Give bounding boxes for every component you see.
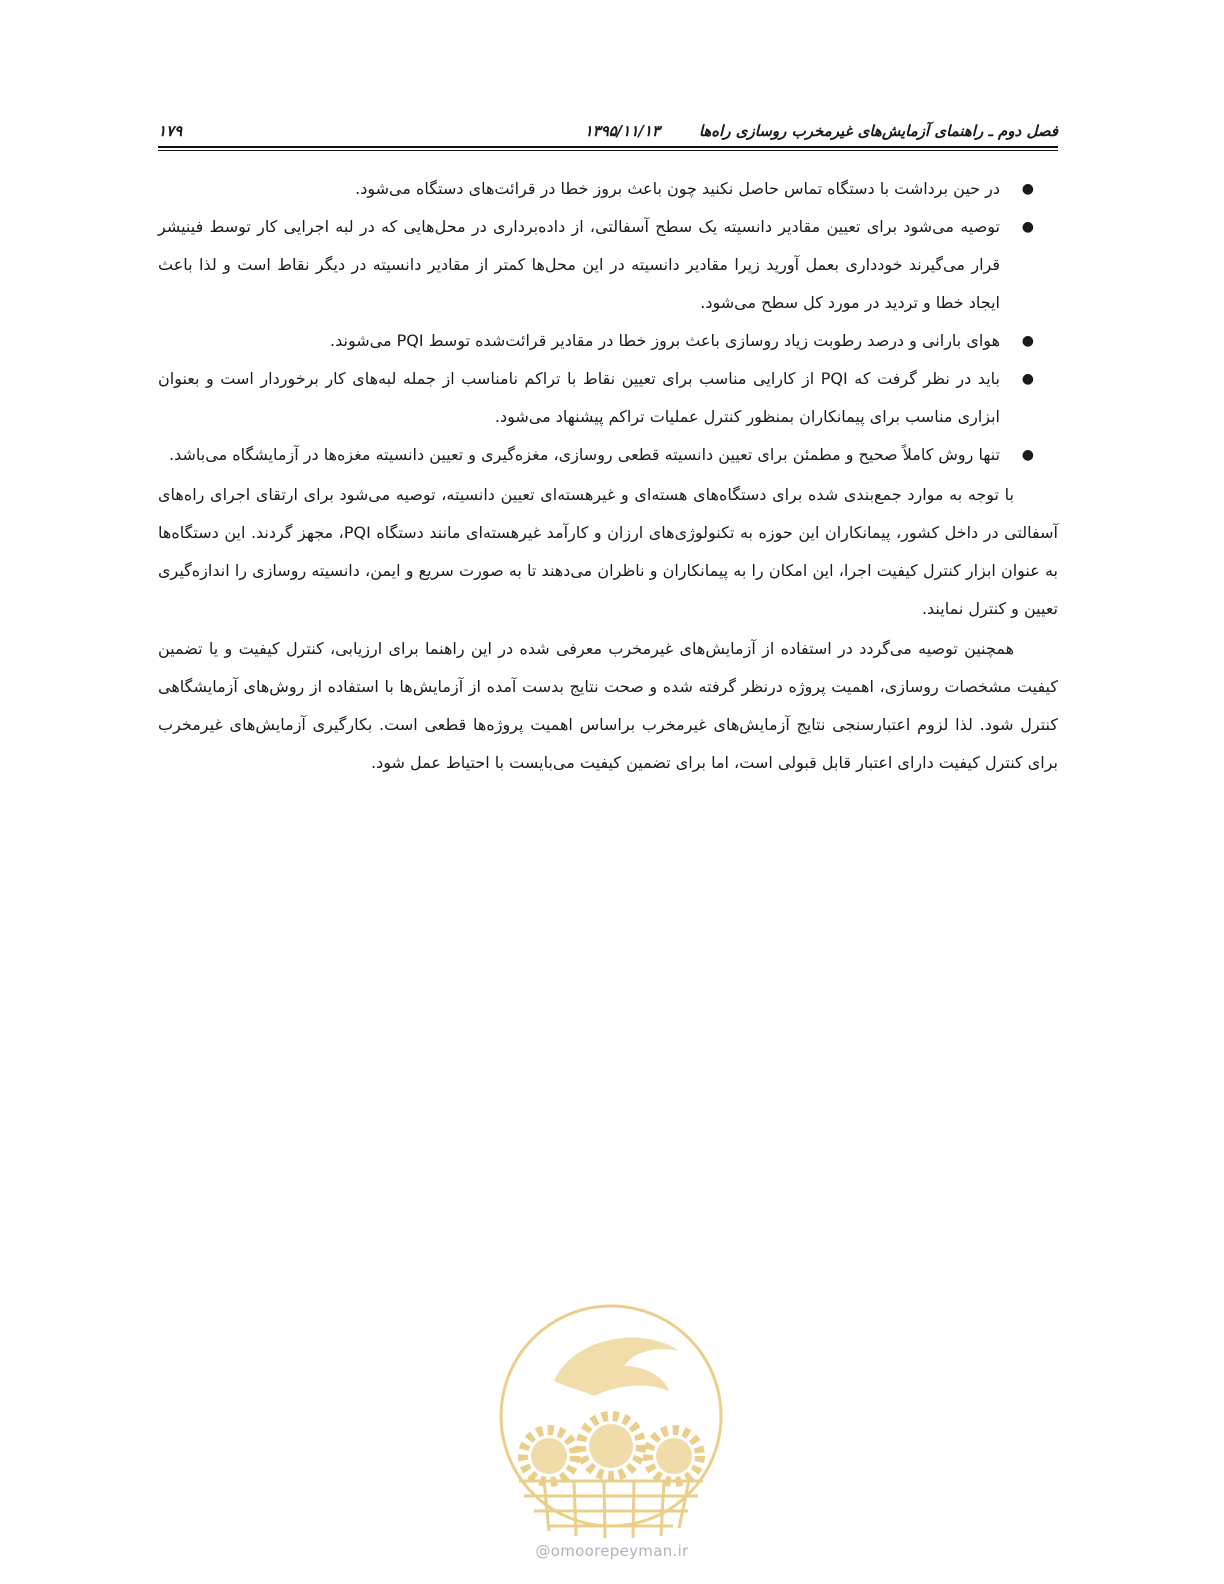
- header-title: فصل دوم ـ راهنمای آزمایش‌های غیرمخرب روسازی راه‌ها: [698, 122, 1058, 140]
- list-item: [158, 208, 1058, 322]
- bullet-icon: ●: [1021, 447, 1034, 463]
- bullet-list: [158, 170, 1058, 474]
- bullet-icon: ●: [1021, 333, 1034, 349]
- header-rule-thin: [158, 150, 1058, 151]
- header-date: ۱۳۹۵/۱۱/۱۳: [584, 122, 660, 140]
- bullet-icon: ●: [1021, 219, 1034, 235]
- bullet-text: توصیه می‌شود برای تعیین مقادیر دانسیته یک سطح آسفالتی، از داده‌برداری در محل‌هایی که در لبه اجرایی کار توسط فینیشر قرار می‌گیرند خودداری بعمل آورید زیرا مقادیر دانسیته در این محل‌ها کمتر از مقادیر دانسیته در دیگر نقاط است و لذا باعث ایجاد خطا و تردید در مورد کل سطح می‌شود.: [158, 217, 1000, 312]
- bullet-icon: ●: [1021, 371, 1034, 387]
- body-content: [158, 170, 1058, 782]
- bullet-text: تنها روش کاملاً صحیح و مطمئن برای تعیین دانسیته قطعی روسازی، مغزه‌گیری و تعیین دانسیته مغزه‌ها در آزمایشگاه می‌باشد.: [169, 445, 1000, 464]
- page-number: ۱۷۹: [158, 122, 183, 140]
- body-paragraph: با توجه به موارد جمع‌بندی شده برای دستگاه‌های هسته‌ای و غیرهسته‌ای تعیین دانسیته، توصیه می‌شود برای ارتقای اجرای راه‌های آسفالتی در داخل کشور، پیمانکاران این حوزه به تکنولوژی‌های ارزان و کارآمد غیرهسته‌ای مانند دستگاه PQI، مجهز گردند. این دستگاه‌ها به عنوان ابزار کنترل کیفیت اجرا، این امکان را به پیمانکاران و ناظران می‌دهند تا به صورت سریع و ایمن، دانسیته روسازی را اندازه‌گیری تعیین و کنترل نمایند.: [158, 485, 1058, 618]
- bullet-text: باید در نظر گرفت که PQI از کارایی مناسب برای تعیین نقاط با تراکم نامناسب از جمله لبه‌های کار برخوردار است و بعنوان ابزاری مناسب برای پیمانکاران بمنظور کنترل عملیات تراکم پیشنهاد می‌شود.: [158, 369, 1000, 426]
- bullet-text: هوای بارانی و درصد رطوبت زیاد روسازی باعث بروز خطا در مقادیر قرائت‌شده توسط PQI می‌شوند.: [330, 331, 1000, 350]
- list-item: [158, 322, 1058, 360]
- watermark-site: @omoorepeyman.ir: [535, 1542, 689, 1560]
- bullet-text: در حین برداشت با دستگاه تماس حاصل نکنید چون باعث بروز خطا در قرائت‌های دستگاه می‌شود.: [355, 179, 1000, 198]
- list-item: [158, 436, 1058, 474]
- list-item: [158, 360, 1058, 436]
- watermark-logo-icon: [494, 1296, 728, 1546]
- header-rule-thick: [158, 146, 1058, 148]
- list-item: [158, 170, 1058, 208]
- bullet-icon: ●: [1021, 181, 1034, 197]
- body-paragraph: همچنین توصیه می‌گردد در استفاده از آزمایش‌های غیرمخرب معرفی شده در این راهنما برای ارزیابی، کنترل کیفیت و یا تضمین کیفیت مشخصات روسازی، اهمیت پروژه درنظر گرفته شده و صحت نتایج بدست آمده از آزمایش‌ها با استفاده از روش‌های آزمایشگاهی کنترل شود. لذا لزوم اعتبارسنجی نتایج آزمایش‌های غیرمخرب براساس اهمیت پروژه‌ها قطعی است. بکارگیری آزمایش‌های غیرمخرب برای کنترل کیفیت دارای اعتبار قابل قبولی است، اما برای تضمین کیفیت می‌بایست با احتیاط عمل شود.: [158, 639, 1058, 772]
